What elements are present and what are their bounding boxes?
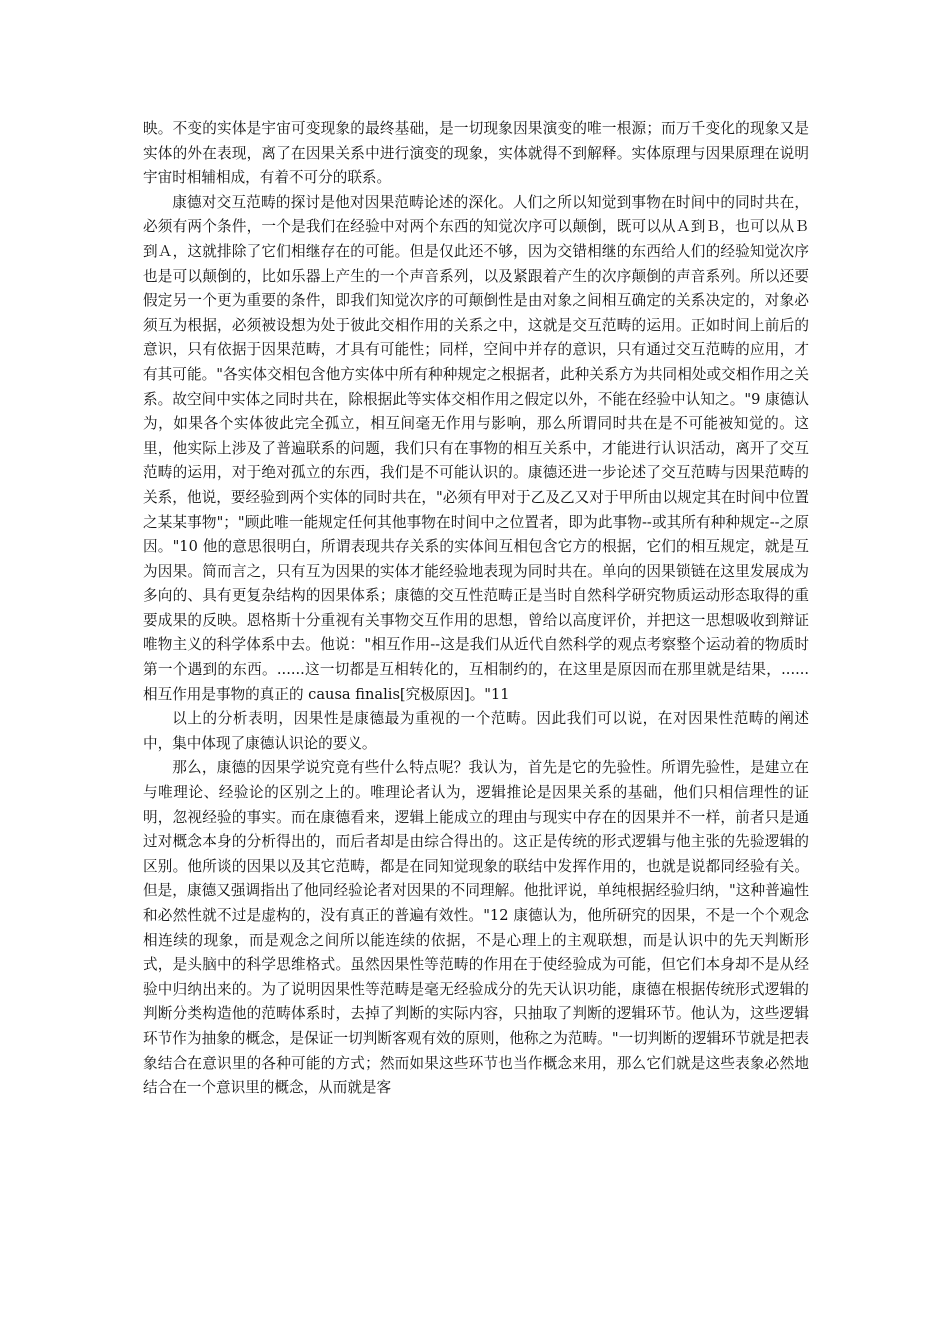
paragraph-4: 那么，康德的因果学说究竟有些什么特点呢？我认为，首先是它的先验性。所谓先验性，是建立在与唯理论、经验论的区别之上的。唯理论者认为，逻辑推论是因果关系的基础，他们只相信理性的证明，忽视经验的事实。而在康德看来，逻辑上能成立的理由与现实中存在的因果并不一样，前者只是通过对概念本身的分析得出的，而后者却是由综合得出的。这正是传统的形式逻辑与他主张的先验逻辑的区别。他所谈的因果以及其它范畴，都是在同知觉现象的联结中发挥作用的，也就是说都同经验有关。但是，康德又强调指出了他同经验论者对因果的不同理解。他批评说，单纯根据经验归纳，"这种普遍性和必然性就不过是虚构的，没有真正的普遍有效性。"12 康德认为，他所研究的因果，不是一个个观念相连续的现象，而是观念之间所以能连续的依据，不是心理上的主观联想，而是认识中的先天判断形式，是头脑中的科学思维格式。虽然因果性等范畴的作用在于使经验成为可能，但它们本身却不是从经验中归纳出来的。为了说明因果性等范畴是毫无经验成分的先天认识功能，康德在根据传统形式逻辑的判断分类构造他的范畴体系时，去掉了判断的实际内容，只抽取了判断的逻辑环节。他认为，这些逻辑环节作为抽象的概念，是保证一切判断客观有效的原则，他称之为范畴。"一切判断的逻辑环节就是把表象结合在意识里的各种可能的方式；然而如果这些环节也当作概念来用，那么它们就是这些表象必然地结合在一个意识里的概念，从而就是客 xyxy=(143,759,809,1097)
paragraph-2: 康德对交互范畴的探讨是他对因果范畴论述的深化。人们之所以知觉到事物在时间中的同时共在，必须有两个条件，一个是我们在经验中对两个东西的知觉次序可以颠倒，既可以从Ａ到Ｂ，也可以从Ｂ到Ａ，这就排除了它们相继存在的可能。但是仅此还不够，因为交错相继的东西给人们的经验知觉次序也是可以颠倒的，比如乐器上产生的一个声音系列，以及紧跟着产生的次序颠倒的声音系列。所以还要假定另一个更为重要的条件，即我们知觉次序的可颠倒性是由对象之间相互确定的关系决定的，对象必须互为根据，必须被设想为处于彼此交相作用的关系之中，这就是交互范畴的运用。正如时间上前后的意识，只有依据于因果范畴，才具有可能性；同样，空间中并存的意识，只有通过交互范畴的应用，才有其可能。"各实体交相包含他方实体中所有种种规定之根据者，此种关系方为共同相处或交相作用之关系。故空间中实体之同时共在，除根据此等实体交相作用之假定以外，不能在经验中认知之。"9 康德认为，如果各个实体彼此完全孤立，相互间毫无作用与影响，那么所谓同时共在是不可能被知觉的。这里，他实际上涉及了普遍联系的问题，我们只有在事物的相互关系中，才能进行认识活动，离开了交互范畴的运用，对于绝对孤立的东西，我们是不可能认识的。康德还进一步论述了交互范畴与因果范畴的关系，他说，要经验到两个实体的同时共在，"必须有甲对于乙及乙又对于甲所由以规定其在时间中位置之某某事物"；"顾此唯一能规定任何其他事物在时间中之位置者，即为此事物--或其所有种种规定--之原因。"10 他的意思很明白，所谓表现共存关系的实体间互相包含它方的根据，它们的相互规定，就是互为因果。简而言之，只有互为因果的实体才能经验地表现为同时共在。单向的因果锁链在这里发展成为多向的、具有更复杂结构的因果体系；康德的交互性范畴正是当时自然科学研究物质运动形态取得的重要成果的反映。恩格斯十分重视有关事物交互作用的思想，曾给以高度评价，并把这一思想吸收到辩证唯物主义的科学体系中去。他说："相互作用--这是我们从近代自然科学的观点考察整个运动着的物质时第一个遇到的东西。......这一切都是互相转化的，互相制约的，在这里是原因而在那里就是结果，......相互作用是事物的真正的 causa finalis[究极原因]。"11 xyxy=(143,193,809,703)
paragraph-3: 以上的分析表明，因果性是康德最为重视的一个范畴。因此我们可以说，在对因果性范畴的阐述中，集中体现了康德认识论的要义。 xyxy=(143,710,809,752)
document-page xyxy=(143,117,809,1101)
paragraph-1: 映。不变的实体是宇宙可变现象的最终基础，是一切现象因果演变的唯一根源；而万千变化的现象又是实体的外在表现，离了在因果关系中进行演变的现象，实体就得不到解释。实体原理与因果原理在说明宇宙时相辅相成，有着不可分的联系。 xyxy=(143,120,809,187)
